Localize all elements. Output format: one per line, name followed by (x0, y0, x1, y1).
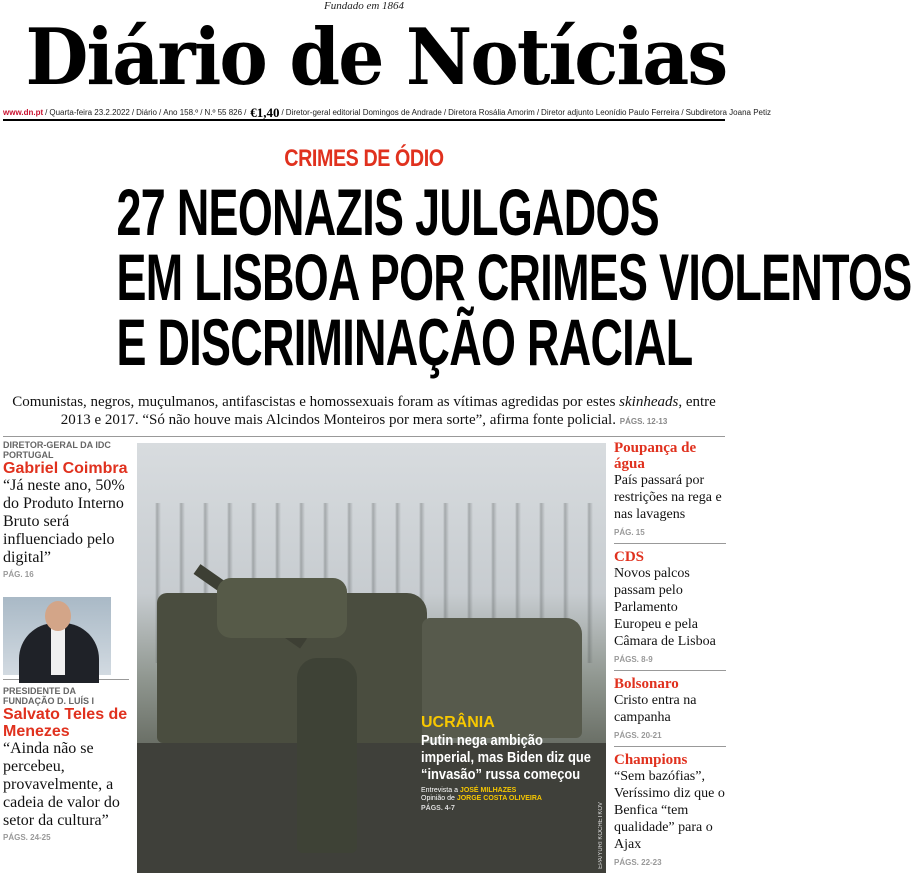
dek-text: Comunistas, negros, muçulmanos, antifascistas e homossexuais foram as vítimas agredidas por estes (12, 394, 620, 410)
right-story[interactable] (614, 676, 726, 740)
lead-pages: PÁGS. 12-13 (619, 417, 668, 426)
story-pages: PÁGS. 24-25 (3, 833, 51, 842)
story-pages: PÁGS. 22-23 (614, 858, 662, 867)
divider (614, 543, 726, 544)
story-name: Salvato Teles de Menezes (3, 706, 128, 740)
story-title: Bolsonaro (614, 676, 679, 692)
left-story[interactable] (3, 686, 129, 842)
photo-pages: PÁGS. 4-7 (421, 805, 455, 812)
interview-name: JOSÉ MILHAZES (459, 787, 517, 794)
opinion-name: JORGE COSTA OLIVEIRA (456, 795, 542, 802)
headline-line: E DISCRIMINAÇÃO RACIAL (116, 305, 693, 379)
story-quote: “Já neste ano, 50% do Produto Interno Bruto será influenciado pelo digital” (3, 477, 125, 566)
deputy-director: Diretor adjunto Leonídio Paulo Ferreira (541, 108, 680, 117)
story-tag: DIRETOR-GERAL DA IDC PORTUGAL (3, 440, 111, 460)
subdirector: Subdiretora Joana Petiz (685, 108, 771, 117)
headline-line: EM LISBOA POR CRIMES VIOLENTOS (116, 240, 912, 314)
director-general: Diretor-geral editorial Domingos de Andrade (285, 108, 442, 117)
lead-kicker: CRIMES DE ÓDIO (284, 145, 444, 172)
story-text: País passará por restrições na rega e nas lavagens (614, 473, 722, 522)
main-photo[interactable] (137, 443, 606, 873)
director: Diretora Rosália Amorim (448, 108, 535, 117)
story-text: Novos palcos passam pelo Parlamento Europeu e pela Câmara de Lisboa (614, 566, 716, 649)
dek-text-2: , entre 2013 e 2017. “Só não houve mais Alcindos Monteiros por mera sorte”, afirma fonte policial. (60, 394, 716, 428)
right-column (614, 440, 726, 867)
story-name: Gabriel Coimbra (3, 460, 128, 477)
lead-dek (10, 393, 718, 431)
divider (614, 746, 726, 747)
story-tag: PRESIDENTE DA FUNDAÇÃO D. LUÍS I (3, 686, 94, 706)
photo-interview (421, 787, 596, 794)
story-pages: PÁGS. 8-9 (614, 655, 653, 664)
dek-italic: skinheads (619, 394, 679, 410)
right-story[interactable] (614, 440, 726, 537)
story-pages: PÁGS. 20-21 (614, 731, 662, 740)
section-rule (3, 436, 725, 437)
story-pages: PÁG. 15 (614, 528, 645, 537)
lead-headline[interactable] (0, 175, 912, 379)
left-column (3, 440, 129, 842)
story-text: Cristo entra na campanha (614, 693, 697, 725)
issue-date: Quarta-feira 23.2.2022 (49, 108, 130, 117)
soldier-shape (297, 658, 357, 853)
photo-kicker: UCRÂNIA (421, 714, 495, 731)
founded-line: Fundado em 1864 (323, 0, 405, 12)
info-bar: www.dn.pt / Quarta-feira 23.2.2022 / Diário / Ano 158.º / N.º 55 826 / €1,40 / Diretor-geral editorial Domingos de Andrade / Diretora Rosália Amorim / Diretor adjunto Leonídio Paulo Ferreira / Subdiretora Joana Petiz (3, 105, 771, 120)
issue-year: Ano 158.º (163, 108, 199, 117)
story-text: “Sem bazófias”, Veríssimo diz que o Benfica “tem qualidade” para o Ajax (614, 769, 725, 852)
photo-story[interactable] (421, 714, 596, 812)
left-story[interactable] (3, 440, 129, 579)
headline-line: 27 NEONAZIS JULGADOS (116, 175, 660, 249)
story-quote: “Ainda não se percebeu, provavelmente, a cadeia de valor do setor da cultura” (3, 740, 120, 829)
issue-number: N.º 55 826 (204, 108, 243, 117)
photo-headline: Putin nega ambição imperial, mas Biden diz que “invasão” russa começou (421, 732, 591, 783)
story-title: Poupança de água (614, 440, 697, 472)
photo-opinion (421, 795, 596, 802)
story-pages: PÁG. 16 (3, 570, 34, 579)
masthead-title: Diário de Notícias (25, 12, 727, 103)
right-story[interactable] (614, 752, 726, 867)
portrait-photo (3, 597, 111, 675)
opinion-label: Opinião de (421, 795, 457, 802)
interview-label: Entrevista a (421, 787, 460, 794)
story-title: Champions (614, 752, 688, 768)
photo-credit: EPA/YURI KOCHETKOV (598, 802, 604, 869)
site-url[interactable]: www.dn.pt (3, 108, 44, 117)
issue-price: €1,40 (250, 105, 280, 120)
story-title: CDS (614, 549, 645, 565)
divider (614, 670, 726, 671)
issue-frequency: Diário (136, 108, 158, 117)
right-story[interactable] (614, 549, 726, 664)
